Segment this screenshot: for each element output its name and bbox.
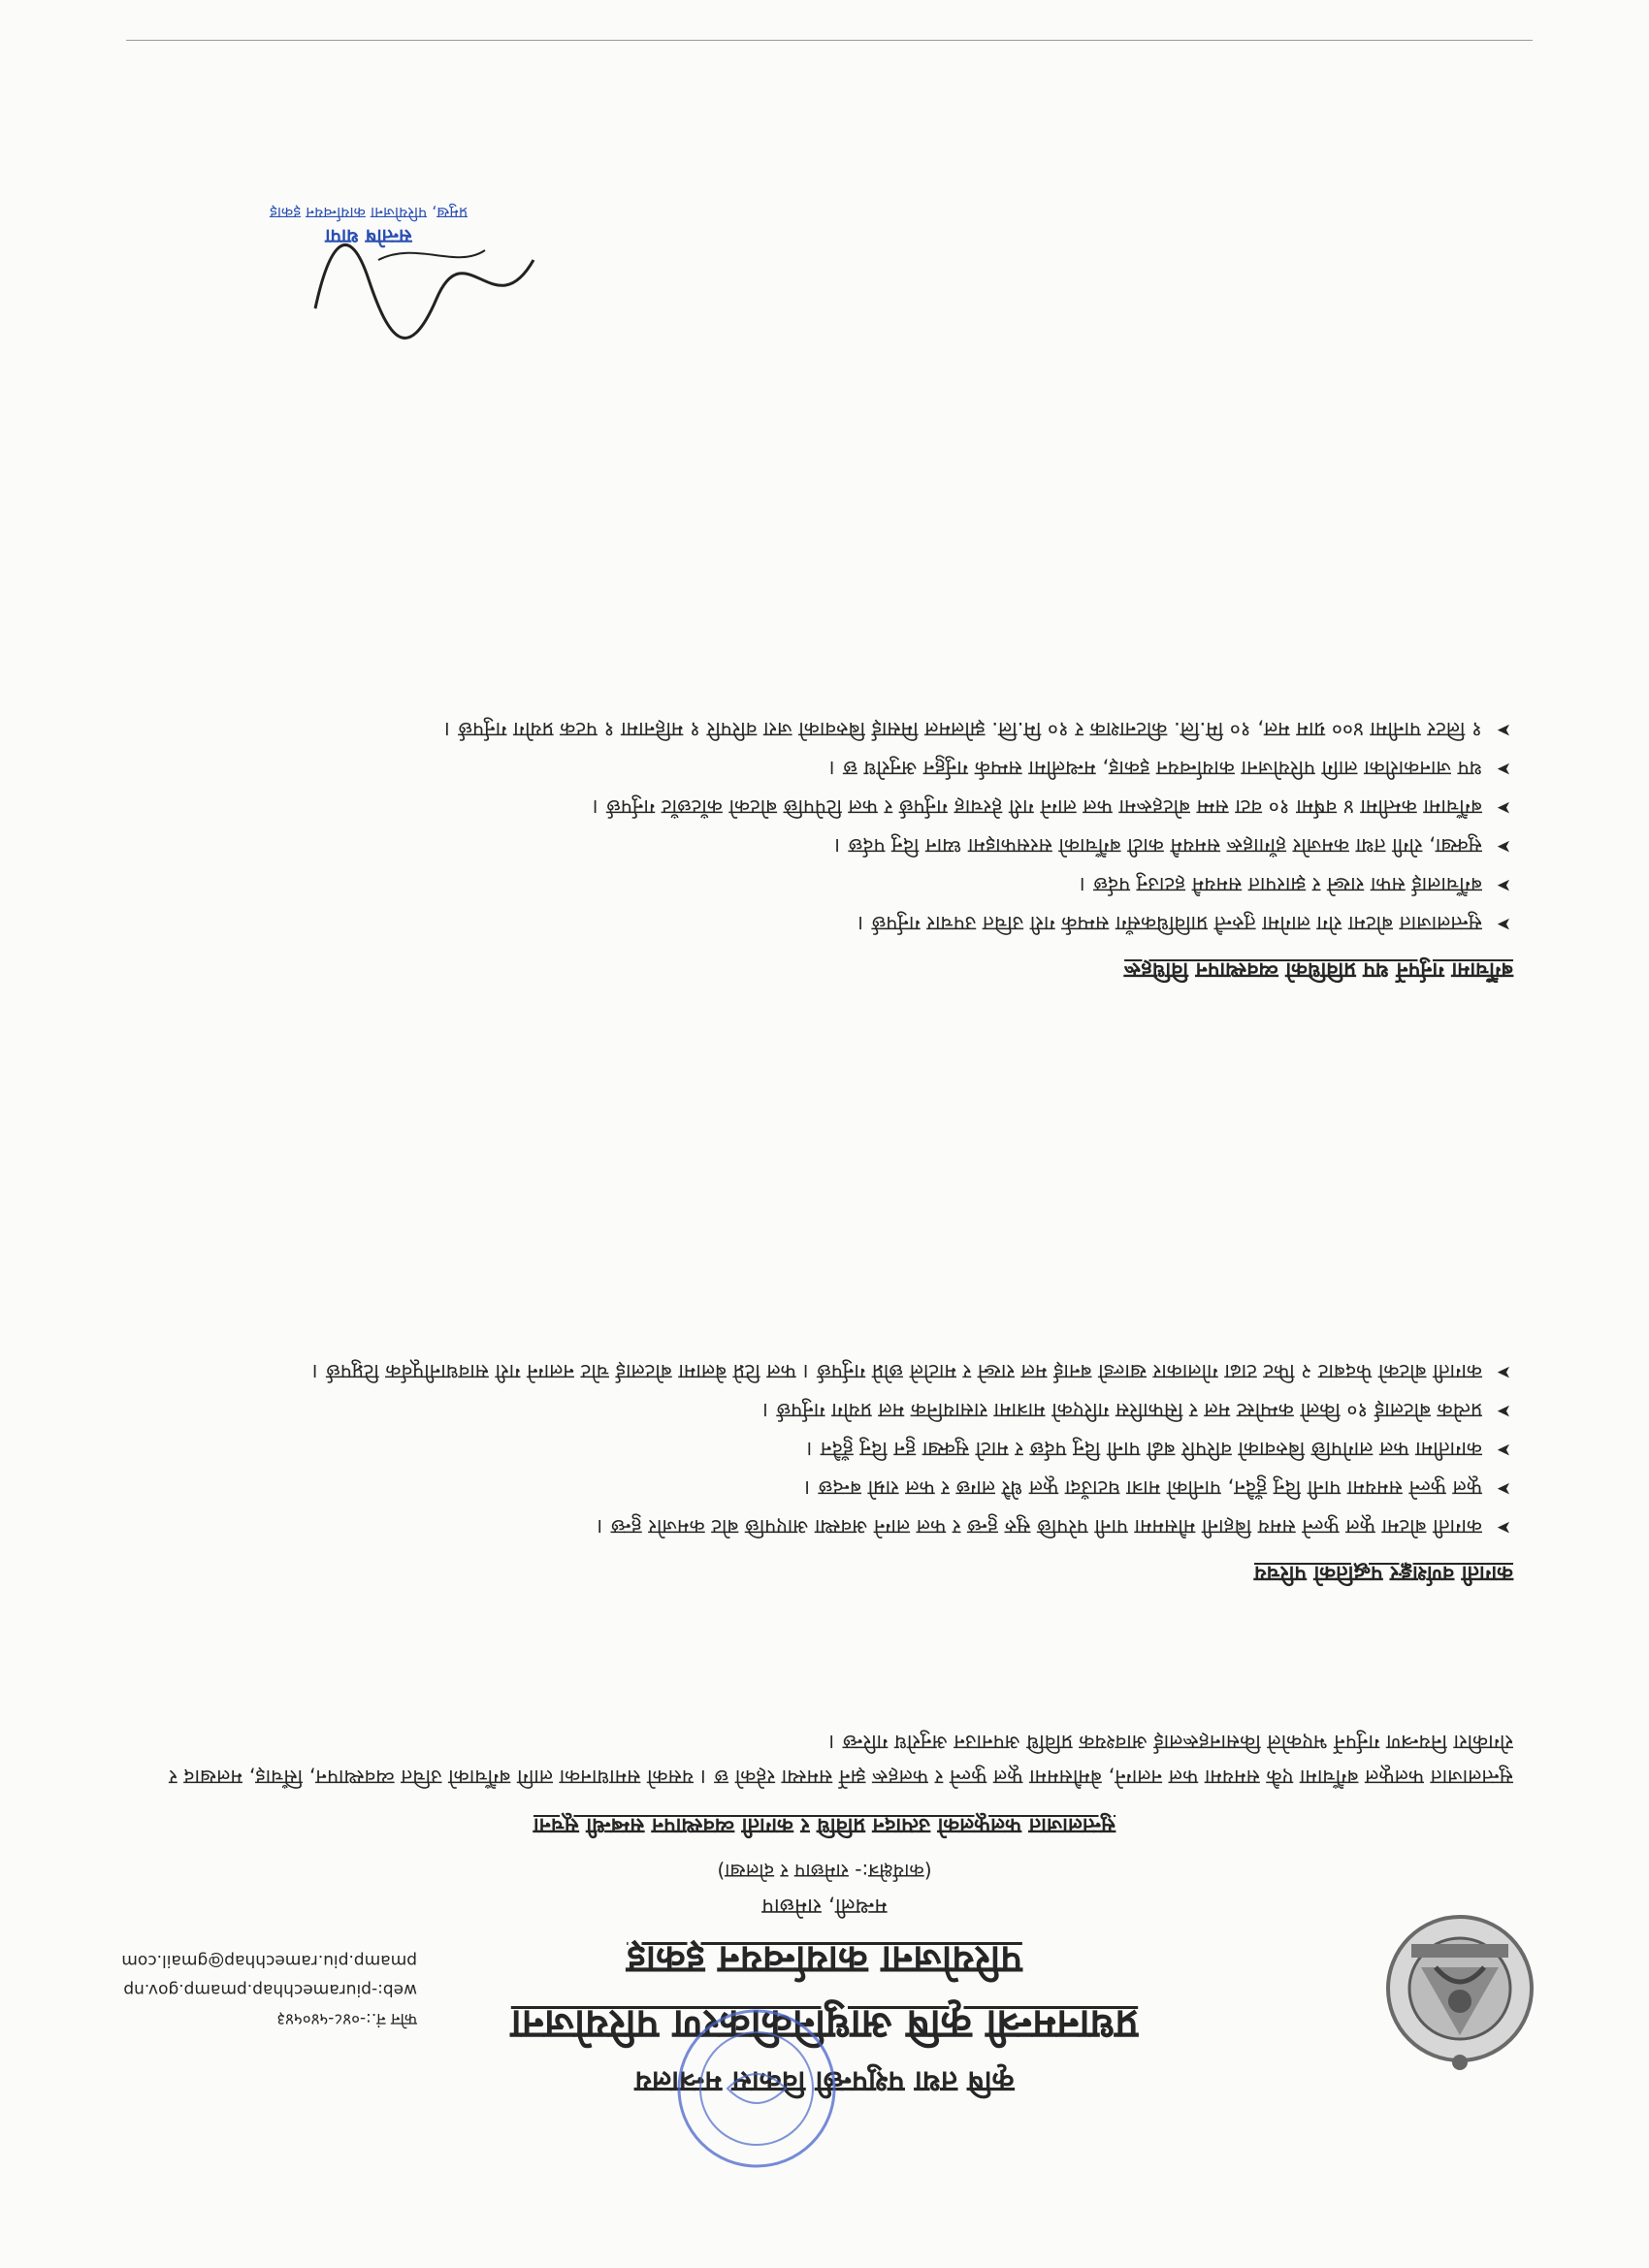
signatory-block <box>252 203 485 250</box>
list-item: ➤ कागतीमा फल लागेपछि बिरुवाको वरिपरि बढी पानी दिनु पर्दछ र माटो सुक्खा हुन दिनु हुँदैन । <box>95 1432 1482 1467</box>
list-item: ➤ थप जानकारीका लागि परियोजना कार्यान्वयन इकाइ, मन्थलीमा सम्पर्क गर्नुहुन अनुरोध छ । <box>95 751 1482 786</box>
signatory-title: प्रमुख, परियोजना कार्यान्वयन इकाइ <box>269 204 469 222</box>
list-item: ➤ कागती बोटमा फूल फुल्ने समय बिहानी मौसममा पानी परेपछि सुरु हुन्छ र फल लाग्ने अवस्था आएपछि बोट कमजोर हुन्छ । <box>95 1509 1482 1544</box>
list-item: ➤ सुक्खा, रोगी तथा कमजोर हाँगाहरू समयमै काटी बगैँचाको सरसफाइमा ध्यान दिनु पर्दछ । <box>95 828 1482 863</box>
project-name: प्रधानमन्त्री कृषि आधुनिकीकरण परियोजना <box>510 2001 1139 2049</box>
list-item: ➤ प्रत्येक बोटलाई १० किलो कम्पोस्ट मल र सिफारिस गरिएको मात्रामा रासायनिक मल प्रयोग गर्नुपर्छ । <box>95 1393 1482 1428</box>
list-item: ➤ १ लिटर पानीमा ४०० ग्राम मल, १० मि.लि. कीटनाशक र १० मि.लि. झोलमल मिसाई बिरुवाको जरा वरिपरि १ महिनामा १ पटक प्रयोग गर्नुपर्छ । <box>95 712 1482 747</box>
unit-name: परियोजना कार्यान्वयन इकाइ <box>627 1937 1022 1982</box>
list-item: ➤ बगैँचालाई सफा राख्ने र झारपात समयमै हटाउनु पर्दछ । <box>95 867 1482 902</box>
section-2-list <box>95 708 1513 941</box>
section-1-list <box>95 1350 1513 1544</box>
ministry-name: कृषि तथा पशुपन्छी विकास मन्त्रालय <box>634 2064 1015 2098</box>
signatory-name: सन्तोष थापा <box>325 225 412 248</box>
section-heading-1: कागती वर्णशङ्कर पद्धतिको परिचय <box>1253 1561 1513 1585</box>
list-item: ➤ फूल फुल्ने समयमा पानी दिनु हुँदैन, पानीको मात्रा घटाउँदा फूल धेरै लाग्छ र फल राम्रो बन्दछ । <box>95 1471 1482 1506</box>
intro-paragraph: सुन्तलाजात फलफूल बगैँचामा एकै समयमा फल नलाग्ने, बेमौसममा फूल फुल्ने र फलहरू झर्ने समस्या रहेको छ । यसको समाधानका लागि बगैँचाको उचित व्यवस्थापन, सिँचाइ, मलखाद र रोगकीरा नियन्त्रण गर्नुपर्ने भएकोले किसानहरूलाई आवश्यक प्रविधि अपनाउन अनुरोध गरिन्छ । <box>169 1731 1513 1789</box>
bottom-rule-line <box>126 40 1533 41</box>
office-location: मन्थली, रामेछाप <box>761 1894 888 1918</box>
section-heading-2: बगैँचामा गर्नुपर्ने थप प्रविधिको व्यवस्थापन विधिहरू <box>1124 957 1513 982</box>
list-item: ➤ कागती बोटको फेदबाट २ फिट टाढा गोलाकार खाल्डो बनाई मल राख्ने र माटोले छोप्ने गर्नुपर्छ । फल टिप्ने बेलामा बोटलाई चोट नलाग्ने गरी सावधानीपूर्वक टिप्नुपर्छ । <box>95 1354 1482 1389</box>
list-item: ➤ बगैँचामा कम्तीमा ४ वर्षमा १० वटा सम्म बोटहरूमा फल लाग्ने गरी हेरचाह गर्नुपर्छ र फल टिपेपछि बोटको काँटछाँट गर्नुपर्छ । <box>95 790 1482 825</box>
list-item: ➤ सुन्तलाजात बोटमा रोग लागेमा तुरुन्तै प्राविधिकसँग सम्पर्क गरी उचित उपचार गर्नुपर्छ । <box>95 906 1482 941</box>
office-stamp <box>669 2001 844 2176</box>
website: web:-piuramechhap.pmamp.gov.np <box>123 1980 417 1999</box>
contact-block <box>29 1946 417 2033</box>
phone-number: फोन नं.:-०४८-५४०५४३ <box>276 2009 417 2028</box>
notice-title: सुन्तलाजात फलफूलको उत्पादन प्रविधि र कागती व्यवस्थापन सम्बन्धी सूचना <box>533 1813 1116 1837</box>
working-area: (कार्यक्षेत्र:- रामेछाप र दोलखा) <box>717 1860 932 1883</box>
government-emblem-logo <box>1382 1909 1537 2074</box>
email-address: pmamp.piu.ramechhap@gmail.com <box>121 1951 417 1970</box>
